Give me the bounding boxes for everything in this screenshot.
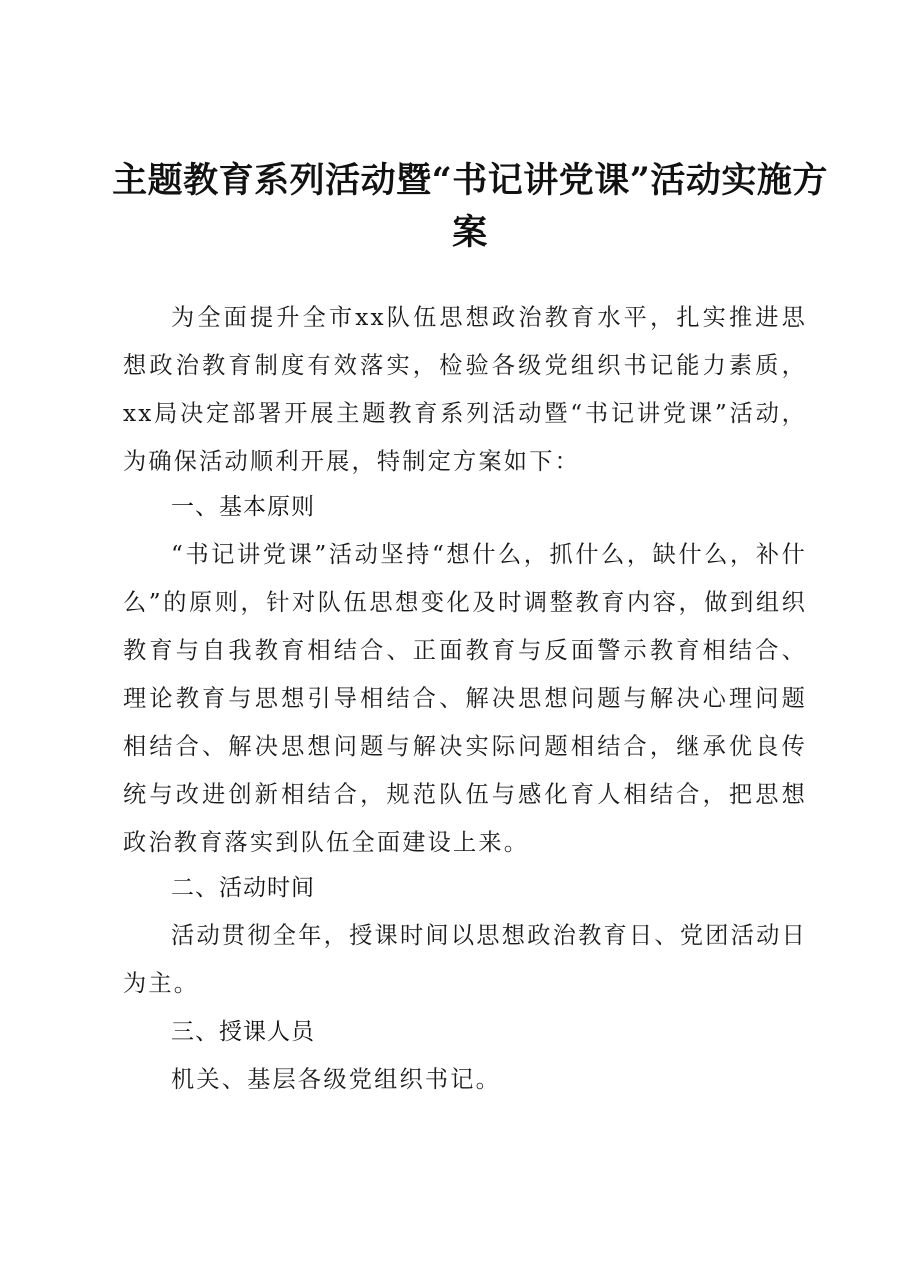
document-title: 主题教育系列活动暨“书记讲党课”活动实施方案 (112, 160, 828, 253)
section-heading-time: 二、活动时间 (171, 875, 315, 901)
intro-paragraph: 为全面提升全市xx队伍思想政治教育水平，扎实推进思想政治教育制度有效落实，检验各级党组织书记能力素质，xx局决定部署开展主题教育系列活动暨“书记讲党课”活动，为确保活动顺利开展，特制定方案如下： (123, 304, 807, 475)
section-text-lecturers: 机关、基层各级党组织书记。 (171, 1066, 502, 1093)
section-heading-principles: 一、基本原则 (171, 494, 315, 520)
section-text-principles: “书记讲党课”活动坚持“想什么，抓什么，缺什么，补什么”的原则，针对队伍思想变化及时调整教育内容，做到组织教育与自我教育相结合、正面教育与反面警示教育相结合、理论教育与思想引导相结合、解决思想问题与解决心理问题相结合、解决思想问题与解决实际问题相结合，继承优良传统与改进创新相结合，规范队伍与感化育人相结合，把思想政治教育落实到队伍全面建设上来。 (123, 541, 807, 856)
section-text-time: 活动贯彻全年，授课时间以思想政治教育日、党团活动日为主。 (123, 922, 807, 997)
section-heading-lecturers: 三、授课人员 (171, 1019, 315, 1045)
